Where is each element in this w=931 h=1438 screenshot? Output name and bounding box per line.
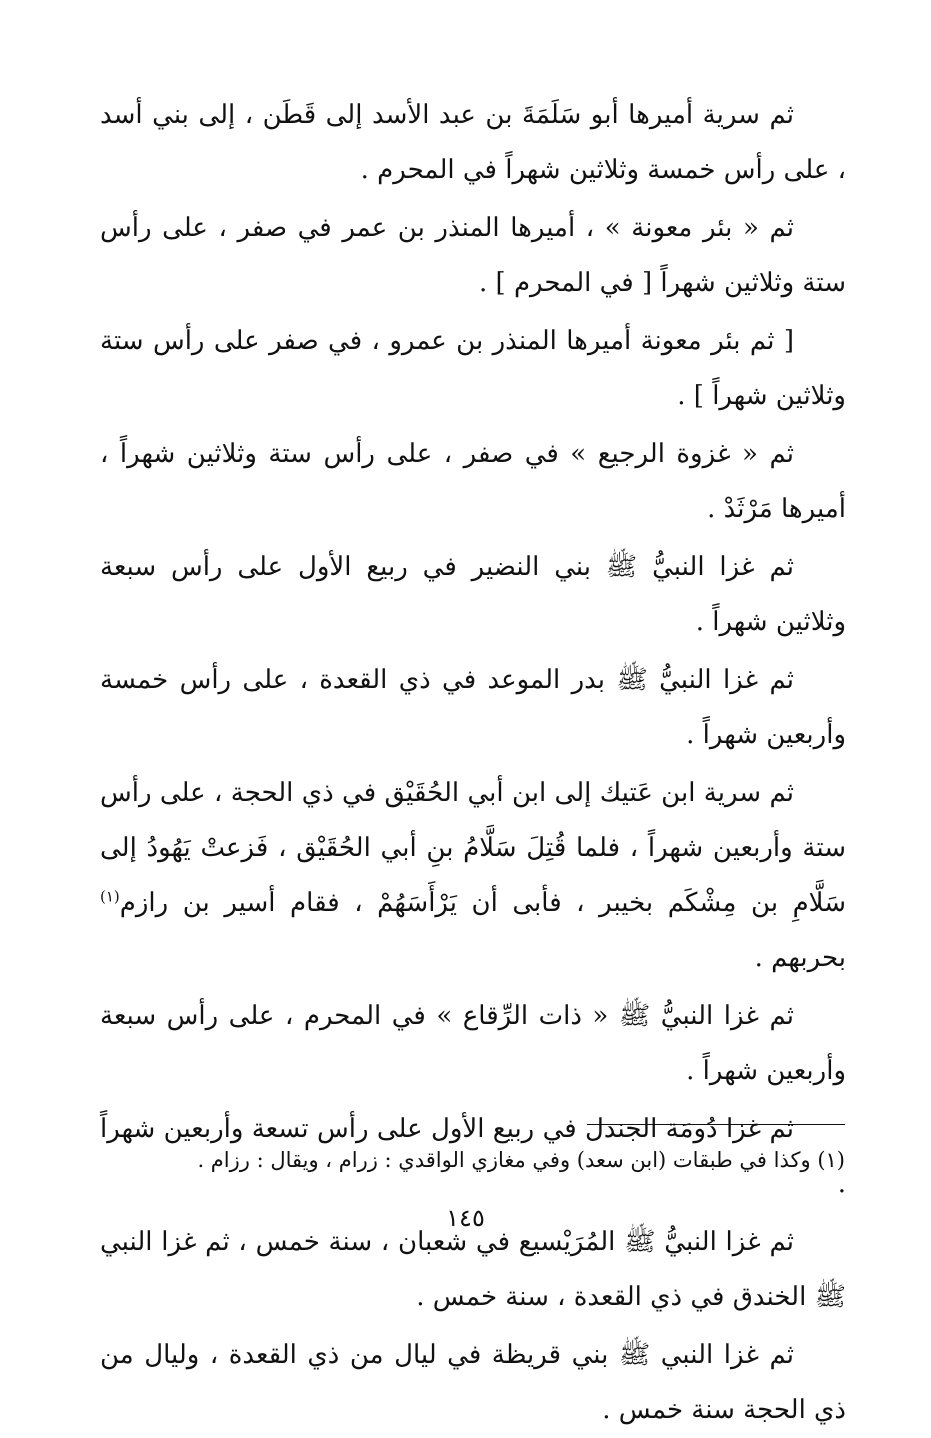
paragraph-7-text: ثم سرية ابن عَتيك إلى ابن أبي الحُقَيْق في ذي الحجة ، على رأس ستة وأربعين شهراً ، فلما قُتِلَ سَلَّامُ بنِ أبي الحُقَيْق ، فَزعتْ يَهُودُ إلى سَلَّامِ بن مِشْكَم بخيبر ، فأبى أن يَرْأَسَهُمْ ، فقام أسير بن رازم	[100, 778, 846, 918]
paragraph-10: ثم غزا النبيُّ ﷺ المُرَيْسيع في شعبان ، سنة خمس ، ثم غزا النبي ﷺ الخندق في ذي القعدة ، سنة خمس .	[100, 1227, 846, 1312]
paragraph-9: ثم غزا دُومَة الجندل في ربيع الأول على رأس تسعة وأربعين شهراً .	[100, 1114, 846, 1199]
page-number: ١٤٥	[446, 1204, 485, 1232]
main-text	[100, 88, 846, 1438]
paragraph-1: ثم سرية أميرها أبو سَلَمَةَ بن عبد الأسد إلى قَطَن ، إلى بني أسد ، على رأس خمسة وثلاثين شهراً في المحرم .	[100, 100, 846, 185]
paragraph-5: ثم غزا النبيُّ ﷺ بني النضير في ربيع الأول على رأس سبعة وثلاثين شهراً .	[100, 552, 846, 637]
paragraph-8: ثم غزا النبيُّ ﷺ « ذات الرِّقاع » في المحرم ، على رأس سبعة وأربعين شهراً .	[100, 1001, 846, 1086]
paragraph-2: ثم « بئر معونة » ، أميرها المنذر بن عمر في صفر ، على رأس ستة وثلاثين شهراً [ في المحرم ] .	[100, 213, 846, 298]
footnote-reference: (١)	[100, 887, 120, 906]
paragraph-11: ثم غزا النبي ﷺ بني قريظة في ليال من ذي القعدة ، وليال من ذي الحجة سنة خمس .	[100, 1340, 846, 1425]
paragraph-7	[100, 766, 846, 986]
paragraph-7-tail: بحربهم .	[754, 943, 846, 973]
footnote-divider	[587, 1124, 845, 1125]
footnote: (١) وكذا في طبقات (ابن سعد) وفي مغازي الواقدي : زرام ، ويقال : رزام .	[197, 1148, 845, 1172]
paragraph-3: [ ثم بئر معونة أميرها المنذر بن عمرو ، في صفر على رأس ستة وثلاثين شهراً ] .	[100, 326, 846, 411]
paragraph-6: ثم غزا النبيُّ ﷺ بدر الموعد في ذي القعدة ، على رأس خمسة وأربعين شهراً .	[100, 665, 846, 750]
paragraph-4: ثم « غزوة الرجيع » في صفر ، على رأس ستة وثلاثين شهراً ، أميرها مَرْثَدْ .	[100, 439, 846, 524]
